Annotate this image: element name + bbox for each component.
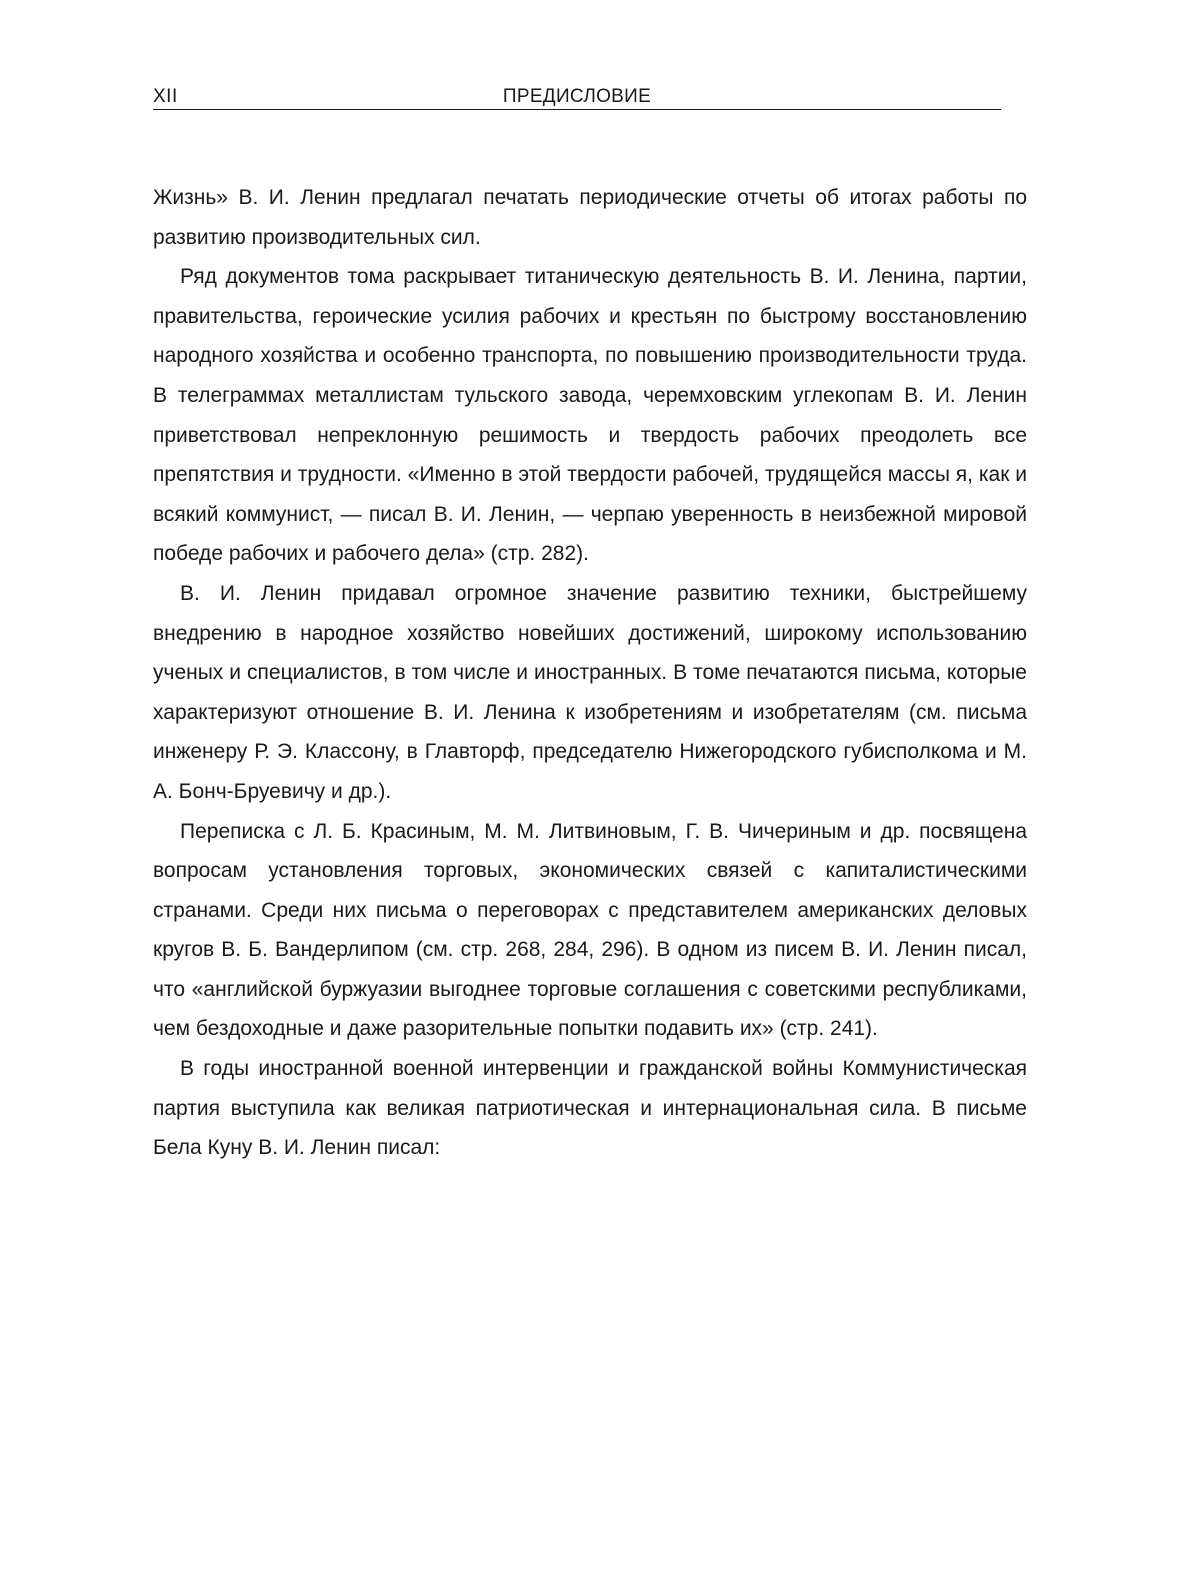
page-number: XII <box>153 86 178 107</box>
paragraph: Ряд документов тома раскрывает титаническую деятельность В. И. Ленина, партии, правительства, героические усилия рабочих и крестьян по быстрому восстановлению народного хозяйства и особенно транспорта, по повышению производительности труда. В телеграммах металлистам тульского завода, черемховским углекопам В. И. Ленин приветствовал непреклонную решимость и твердость рабочих преодолеть все препятствия и трудности. «Именно в этой твердости рабочей, трудящейся массы я, как и всякий коммунист, — писал В. И. Ленин, — черпаю уверенность в неизбежной мировой победе рабочих и рабочего дела» (стр. 282). <box>153 265 1027 566</box>
running-header <box>153 86 1001 108</box>
paragraph: Переписка с Л. Б. Красиным, М. М. Литвиновым, Г. В. Чичериным и др. посвящена вопросам установления торговых, экономических связей с капиталистическими странами. Среди них письма о переговорах с представителем американских деловых кругов В. Б. Вандерлипом (см. стр. 268, 284, 296). В одном из писем В. И. Ленин писал, что «английской буржуазии выгоднее торговые соглашения с советскими республиками, чем бездоходные и даже разорительные попытки подавить их» (стр. 241). <box>153 819 1027 1041</box>
running-title: ПРЕДИСЛОВИЕ <box>502 86 652 107</box>
header-rule <box>153 109 1001 110</box>
body-text <box>153 178 1027 1168</box>
paragraph-continuation: Жизнь» В. И. Ленин предлагал печатать периодические отчеты об итогах работы по развитию производительных сил. <box>153 186 1027 249</box>
paragraph: В. И. Ленин придавал огромное значение развитию техники, быстрейшему внедрению в народное хозяйство новейших достижений, широкому использованию ученых и специалистов, в том числе и иностранных. В томе печатаются письма, которые характеризуют отношение В. И. Ленина к изобретениям и изобретателям (см. письма инженеру Р. Э. Классону, в Главторф, председателю Нижегородского губисполкома и М. А. Бонч-Бруевичу и др.). <box>153 581 1027 803</box>
paragraph: В годы иностранной военной интервенции и гражданской войны Коммунистическая партия выступила как великая патриотическая и интернациональная сила. В письме Бела Куну В. И. Ленин писал: <box>153 1057 1027 1160</box>
